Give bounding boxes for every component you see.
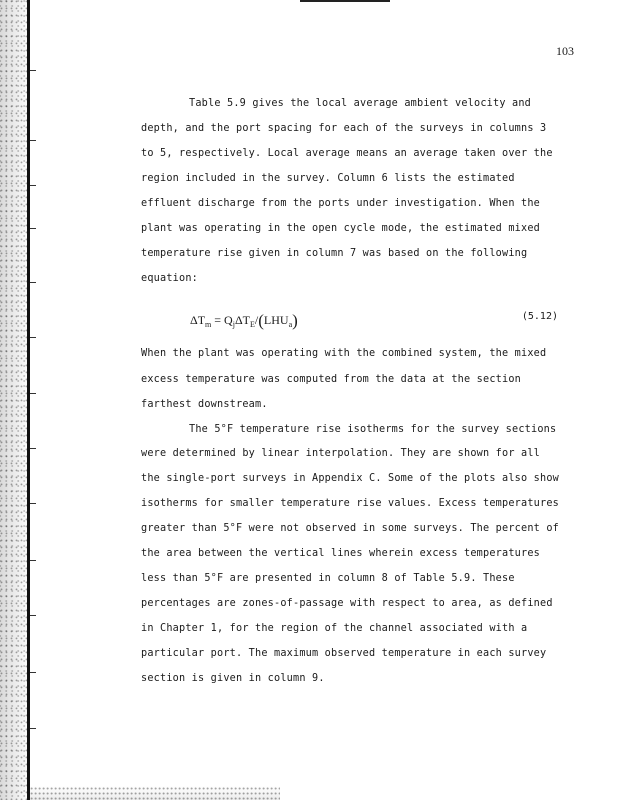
text-line: were determined by linear interpolation. They are shown for all (141, 448, 541, 459)
text-line: less than 5°F are presented in column 8 of Table 5.9. These (141, 573, 515, 584)
binding-tick (30, 672, 36, 673)
text-line: temperature rise given in column 7 was based on the following (141, 248, 528, 259)
binding-tick (30, 185, 36, 186)
text-line: particular port. The maximum observed temperature in each survey (141, 648, 547, 659)
scan-noise (30, 786, 280, 800)
equation-body (190, 311, 298, 331)
equation-5-12 (190, 309, 558, 333)
text-line: farthest downstream. (141, 399, 268, 410)
text-line: effluent discharge from the ports under investigation. When the (141, 198, 541, 209)
eq-close-bracket: ) (292, 311, 298, 330)
text-line: in Chapter 1, for the region of the channel associated with a (141, 623, 528, 634)
text-line: excess temperature was computed from the data at the section (141, 374, 522, 385)
binding-tick (30, 393, 36, 394)
binding-tick (30, 503, 36, 504)
eq-delta-t: ΔT (190, 313, 206, 327)
binding-tick (30, 228, 36, 229)
text-line: the area between the vertical lines wherein excess temperatures (141, 548, 541, 559)
binding-tick (30, 282, 36, 283)
page-spine-line (27, 0, 30, 800)
binding-tick (30, 70, 36, 71)
text-line: the single-port surveys in Appendix C. Some of the plots also show (141, 473, 560, 484)
eq-equals-q: = Q (211, 313, 233, 327)
binding-tick (30, 448, 36, 449)
eq-sub-m: m (205, 320, 212, 329)
eq-sub-a: a (288, 320, 293, 329)
equation-number: (5.12) (521, 311, 558, 322)
page-number: 103 (556, 44, 574, 58)
text-line: When the plant was operating with the combined system, the mixed (141, 348, 547, 359)
eq-slash: / (254, 313, 259, 327)
text-line: percentages are zones-of-passage with respect to area, as defined (141, 598, 553, 609)
text-line: Table 5.9 gives the local average ambient velocity and (189, 98, 532, 109)
text-line: equation: (141, 273, 199, 284)
binding-tick (30, 337, 36, 338)
text-line: depth, and the port spacing for each of the surveys in columns 3 (141, 123, 547, 134)
text-line: region included in the survey. Column 6 lists the estimated (141, 173, 515, 184)
eq-open-bracket: ( (258, 311, 264, 330)
eq-lhu: LHU (263, 313, 289, 327)
text-line: plant was operating in the open cycle mode, the estimated mixed (141, 223, 541, 234)
top-rule (300, 0, 390, 2)
binding-tick (30, 728, 36, 729)
text-line: isotherms for smaller temperature rise values. Excess temperatures (141, 498, 560, 509)
text-line: to 5, respectively. Local average means an average taken over the (141, 148, 553, 159)
binding-tick (30, 140, 36, 141)
binding-tick (30, 560, 36, 561)
scan-binding-edge (0, 0, 30, 800)
binding-tick (30, 615, 36, 616)
eq-sub-e: E (250, 320, 255, 329)
text-line: section is given in column 9. (141, 673, 325, 684)
eq-sub-j: j (232, 320, 235, 329)
text-line: The 5°F temperature rise isotherms for the survey sections (189, 424, 557, 435)
eq-delta-te: ΔT (234, 313, 250, 327)
text-line: greater than 5°F were not observed in some surveys. The percent of (141, 523, 560, 534)
